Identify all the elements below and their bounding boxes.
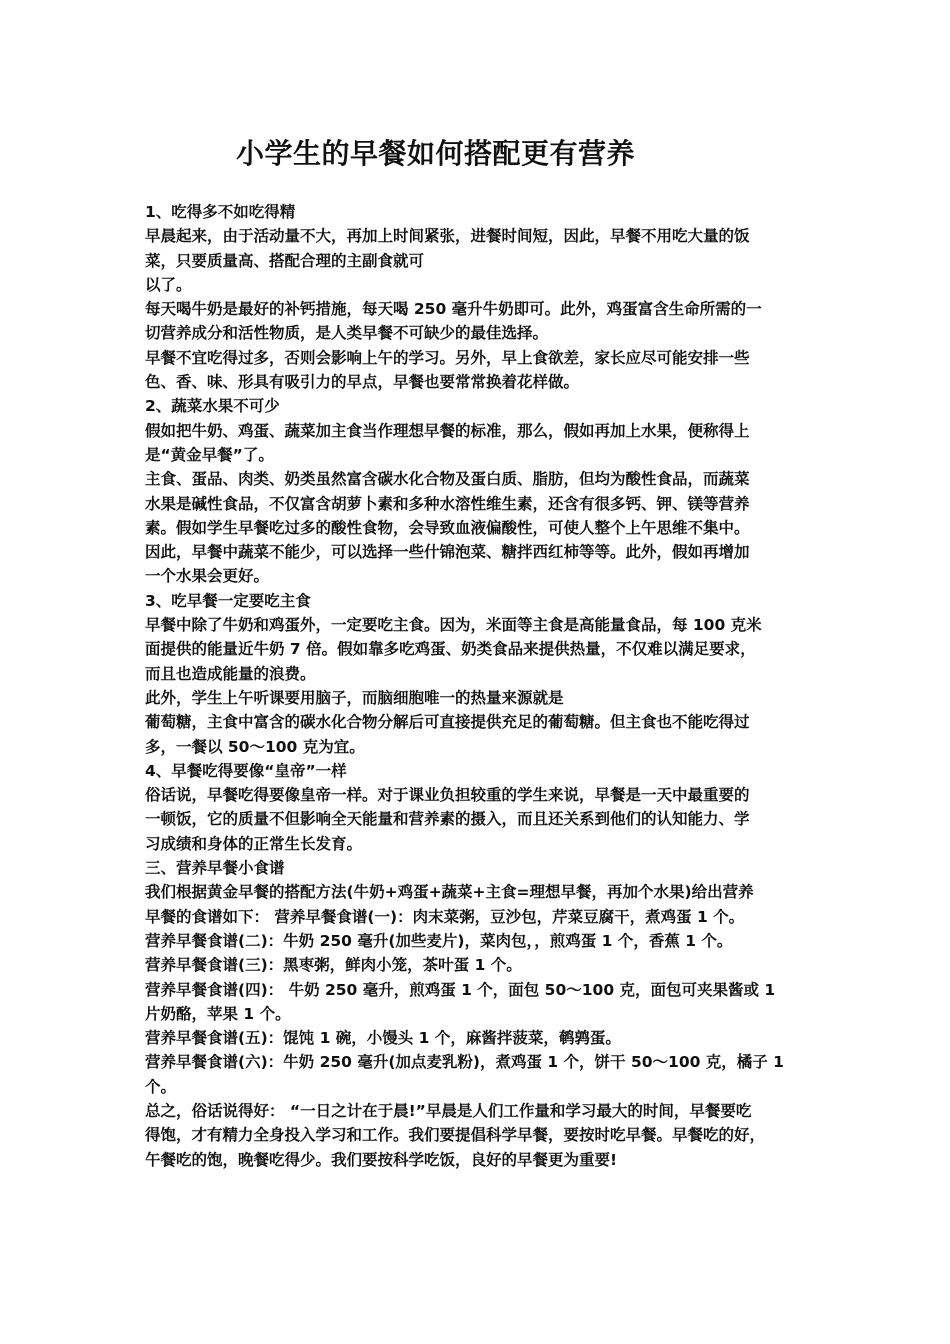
text-line: 每天喝牛奶是最好的补钙措施，每天喝 250 毫升牛奶即可。此外，鸡蛋富含生命所需的一 [145,300,762,319]
text-line: 俗话说，早餐吃得要像皇帝一样。对于课业负担较重的学生来说，早餐是一天中最重要的 [145,786,750,805]
text-line: 一顿饭，它的质量不但影响全天能量和营养素的摄入，而且还关系到他们的认知能力、学 [145,810,750,829]
text-line: 营养早餐食谱(四)： 牛奶 250 毫升，煎鸡蛋 1 个，面包 50～100 克，面包可夹果酱或 1 [145,980,776,999]
text-line: 营养早餐食谱(三)：黑枣粥，鲜肉小笼，茶叶蛋 1 个。 [145,956,522,975]
text-line: 假如把牛奶、鸡蛋、蔬菜加主食当作理想早餐的标准，那么，假如再加上水果，便称得上 [145,421,750,440]
text-line: 早餐的食谱如下： 营养早餐食谱(一)：肉末菜粥，豆沙包，芹菜豆腐干，煮鸡蛋 1 个。 [145,907,745,926]
text-line: 主食、蛋品、肉类、奶类虽然富含碳水化合物及蛋白质、脂肪，但均为酸性食品，而蔬菜 [145,470,750,489]
text-line: 我们根据黄金早餐的搭配方法(牛奶+鸡蛋+蔬菜+主食=理想早餐，再加个水果)给出营养 [145,883,754,902]
text-line: 而且也造成能量的浪费。 [145,664,316,683]
text-line: 得饱，才有精力全身投入学习和工作。我们要提倡科学早餐，要按时吃早餐。早餐吃的好， [145,1126,766,1145]
text-line: 是“黄金早餐”了。 [145,445,274,464]
text-line: 一个水果会更好。 [145,567,270,586]
text-line: 水果是碱性食品，不仅富含胡萝卜素和多种水溶性维生素，还含有很多钙、钾、镁等营养 [145,494,750,513]
text-line: 素。假如学生早餐吃过多的酸性食物，会导致血液偏酸性，可使人整个上午思维不集中。 [145,518,750,537]
text-line: 午餐吃的饱，晚餐吃得少。我们要按科学吃饭，良好的早餐更为重要! [145,1150,618,1169]
text-line: 早晨起来，由于活动量不大，再加上时间紧张，进餐时间短，因此，早餐不用吃大量的饭 [145,227,750,246]
text-line: 营养早餐食谱(二)：牛奶 250 毫升(加些麦片)，菜肉包，，煎鸡蛋 1 个，香蕉 1 个。 [145,931,733,950]
text-line: 面提供的能量近牛奶 7 倍。假如靠多吃鸡蛋、奶类食品来提供热量，不仅难以满足要求， [145,640,756,659]
text-line: 切营养成分和活性物质，是人类早餐不可缺少的最佳选择。 [145,324,549,343]
text-line: 此外，学生上午听课要用脑子，而脑细胞唯一的热量来源就是 [145,688,564,707]
text-line: 4、早餐吃得要像“皇帝”一样 [145,761,347,780]
page-title: 小学生的早餐如何搭配更有营养 [236,137,636,170]
text-line: 2、蔬菜水果不可少 [145,397,280,416]
text-line: 三、营养早餐小食谱 [145,859,285,878]
text-line: 片奶酪，苹果 1 个。 [145,1004,291,1023]
text-line: 以了。 [145,275,192,294]
text-line: 个。 [145,1077,177,1096]
text-line: 早餐不宜吃得过多，否则会影响上午的学习。另外，早上食欲差，家长应尽可能安排一些 [145,348,750,367]
document-body [145,200,810,1172]
text-line: 色、香、味、形具有吸引力的早点，早餐也要常常换着花样做。 [145,373,580,392]
text-line: 3、吃早餐一定要吃主食 [145,591,311,610]
text-line: 早餐中除了牛奶和鸡蛋外，一定要吃主食。因为，米面等主食是高能量食品，每 100 克米 [145,616,762,635]
text-line: 菜，只要质量高、搭配合理的主副食就可 [145,251,425,270]
text-line: 葡萄糖，主食中富含的碳水化合物分解后可直接提供充足的葡萄糖。但主食也不能吃得过 [145,713,750,732]
text-line: 因此，早餐中蔬菜不能少，可以选择一些什锦泡菜、糖拌西红柿等等。此外，假如再增加 [145,543,750,562]
text-line: 营养早餐食谱(五)：馄饨 1 碗，小馒头 1 个，麻酱拌菠菜，鹌鹑蛋。 [145,1029,621,1048]
text-line: 多，一餐以 50～100 克为宜。 [145,737,365,756]
text-line: 1、吃得多不如吃得精 [145,203,296,221]
text-line: 习成绩和身体的正常生长发育。 [145,834,363,853]
text-line: 营养早餐食谱(六)：牛奶 250 毫升(加点麦乳粉)，煮鸡蛋 1 个，饼干 50～100 克，橘子 1 [145,1053,784,1072]
text-line: 总之，俗话说得好： “一日之计在于晨!”早晨是人们工作量和学习最大的时间，早餐要吃 [145,1101,752,1120]
